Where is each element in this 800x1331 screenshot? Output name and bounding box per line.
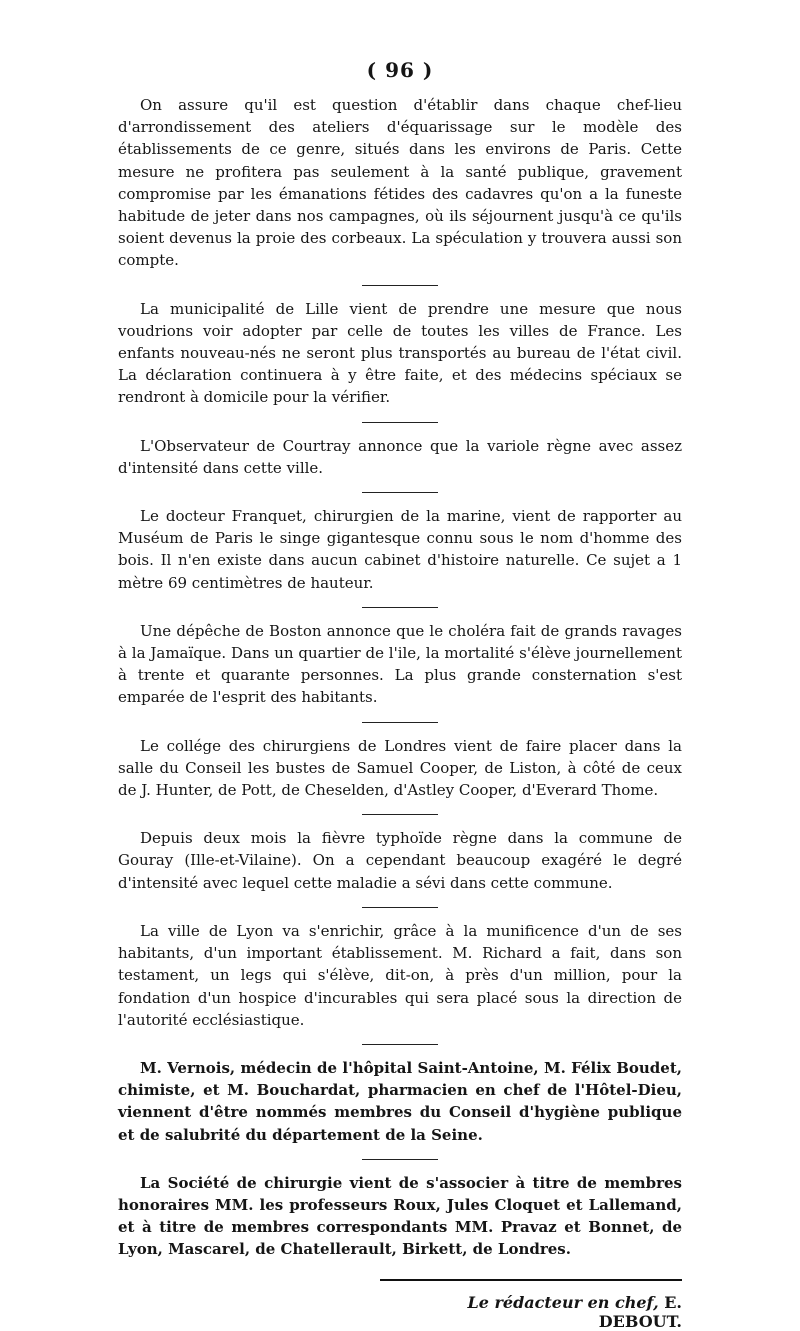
separator-rule bbox=[362, 722, 438, 723]
separator-rule bbox=[362, 814, 438, 815]
news-item-conseil-hygiene: M. Vernois, médecin de l'hôpital Saint-Antoine, M. Félix Boudet, chimiste, et M. Bouchardat, pharmacien en chef de l'Hôtel-Dieu, viennent d'être nommés membres du Conseil d'hygiène publique et de salubrité du département de la Seine. bbox=[118, 1058, 682, 1144]
signature-name: E. DEBOUT. bbox=[598, 1292, 682, 1331]
separator-rule bbox=[362, 907, 438, 908]
news-item-societe-chirurgie: La Société de chirurgie vient de s'associer à titre de membres honoraires MM. les professeurs Roux, Jules Cloquet et Lallemand, et à titre de membres correspondants MM. Pravaz et Bonnet, de Lyon, Mascarel, de Chatellerault, Birkett, de Londres. bbox=[118, 1173, 682, 1259]
signature-role: Le rédacteur en chef, bbox=[467, 1292, 659, 1312]
page-number: ( 96 ) bbox=[366, 58, 434, 82]
news-item-boston: Une dépêche de Boston annonce que le choléra fait de grands ravages à la Jamaïque. Dans un quartier de l'ile, la mortalité s'élève journellement à trente et quarante personnes. La plus grande consternation s'est emparée de l'esprit des habitants. bbox=[118, 621, 682, 707]
separator-rule bbox=[362, 492, 438, 493]
signature bbox=[380, 1279, 682, 1331]
news-item-londres: Le collége des chirurgiens de Londres vient de faire placer dans la salle du Conseil les bustes de Samuel Cooper, de Liston, à côté de ceux de J. Hunter, de Pott, de Cheselden, d'Astley Cooper, d'Everard Thome. bbox=[118, 736, 682, 800]
news-item-franquet: Le docteur Franquet, chirurgien de la marine, vient de rapporter au Muséum de Paris le singe gigantesque connu sous le nom d'homme des bois. Il n'en existe dans aucun cabinet d'histoire naturelle. Ce sujet a 1 mètre 69 centimètres de hauteur. bbox=[118, 507, 682, 592]
news-item-lyon: La ville de Lyon va s'enrichir, grâce à la munificence d'un de ses habitants, d'un important établissement. M. Richard a fait, dans son testament, un legs qui s'élève, dit-on, à près d'un million, pour la fondation d'un hospice d'incurables qui sera placé sous la direction de l'autorité ecclésiastique. bbox=[118, 921, 682, 1029]
separator-rule bbox=[362, 285, 438, 286]
news-item-courtray: L'Observateur de Courtray annonce que la variole règne avec assez d'intensité dans cette ville. bbox=[118, 436, 682, 477]
separator-rule bbox=[362, 1159, 438, 1160]
separator-rule bbox=[362, 1044, 438, 1045]
news-item-gouray: Depuis deux mois la fièvre typhoïde règne dans la commune de Gouray (Ille-et-Vilaine). On a cependant beaucoup exagéré le degré d'intensité avec lequel cette maladie a sévi dans cette commune. bbox=[118, 829, 682, 892]
separator-rule bbox=[362, 422, 438, 423]
separator-rule bbox=[362, 607, 438, 608]
news-item-equarissage: On assure qu'il est question d'établir dans chaque chef-lieu d'arrondissement des ateliers d'équarissage sur le modèle des établissements de ce genre, situés dans les environs de Paris. Cette mesure ne profitera pas seulement à la santé publique, gravement compromise par les émanations fétides des cadavres qu'on a la funeste habitude de jeter dans nos campagnes, où ils séjournent jusqu'à ce qu'ils soient devenus la proie des corbeaux. La spéculation y trouvera aussi son compte. bbox=[118, 96, 682, 270]
news-item-lille: La municipalité de Lille vient de prendre une mesure que nous voudrions voir adopter par celle de toutes les villes de France. Les enfants nouveau-nés ne seront plus transportés au bureau de l'état civil. La déclaration continuera à y être faite, et des médecins spéciaux se rendront à domicile pour la vérifier. bbox=[118, 299, 682, 407]
